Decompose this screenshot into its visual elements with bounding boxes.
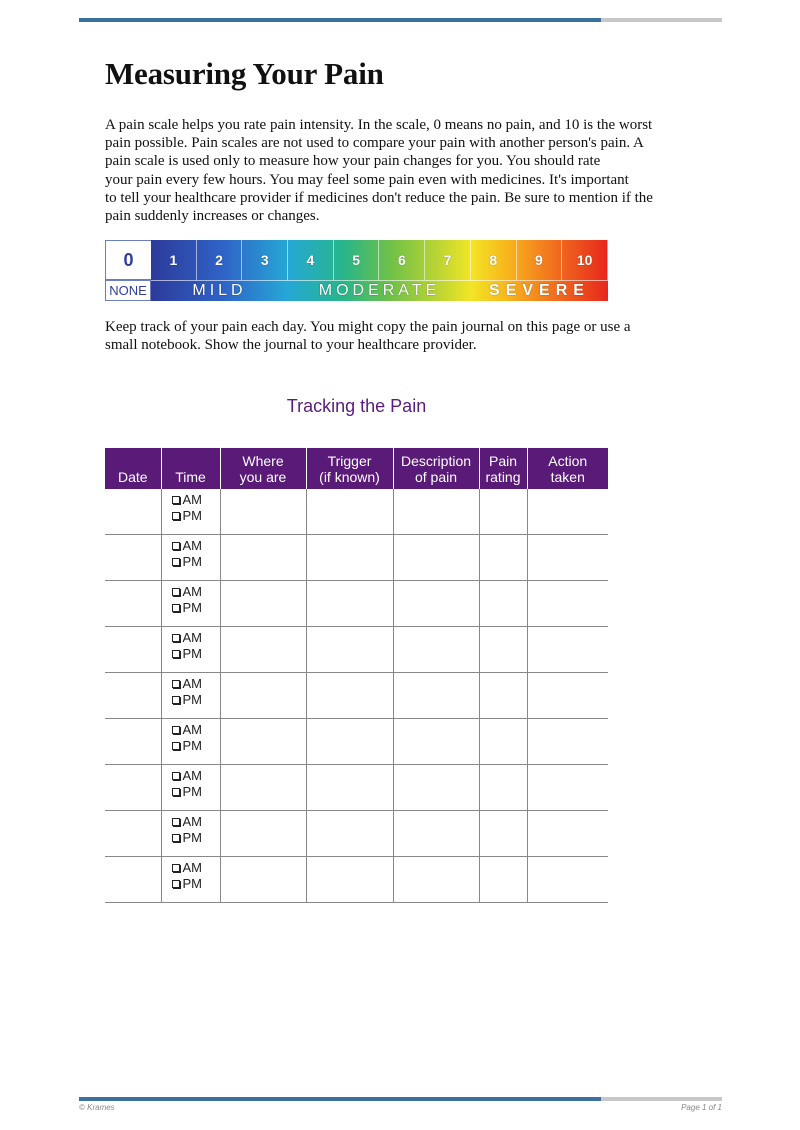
- journal-paragraph: [105, 318, 705, 354]
- entry-cell[interactable]: [479, 765, 527, 811]
- table-row: [105, 811, 608, 857]
- entry-cell[interactable]: [527, 489, 608, 535]
- column-header: Time: [161, 448, 220, 489]
- scale-number: 10: [562, 240, 608, 280]
- entry-cell[interactable]: [105, 765, 161, 811]
- pm-checkbox[interactable]: [172, 558, 180, 566]
- entry-cell[interactable]: [220, 719, 306, 765]
- time-cell[interactable]: [161, 857, 220, 903]
- time-cell[interactable]: [161, 765, 220, 811]
- am-checkbox[interactable]: [172, 726, 180, 734]
- scale-number: 2: [197, 240, 243, 280]
- am-label: AM: [182, 676, 202, 691]
- entry-cell[interactable]: [306, 811, 393, 857]
- entry-cell[interactable]: [527, 535, 608, 581]
- column-header: Trigger (if known): [306, 448, 393, 489]
- entry-cell[interactable]: [393, 489, 479, 535]
- journal-line: small notebook. Show the journal to your healthcare provider.: [105, 337, 477, 354]
- pm-label: PM: [182, 738, 202, 753]
- intro-line: A pain scale helps you rate pain intensity. In the scale, 0 means no pain, and 10 is the worst: [105, 117, 653, 133]
- am-checkbox[interactable]: [172, 496, 180, 504]
- column-header: Pain rating: [479, 448, 527, 489]
- entry-cell[interactable]: [479, 627, 527, 673]
- scale-none-label: NONE: [105, 280, 151, 301]
- entry-cell[interactable]: [479, 581, 527, 627]
- pm-checkbox[interactable]: [172, 604, 180, 612]
- table-row: [105, 857, 608, 903]
- pm-checkbox[interactable]: [172, 650, 180, 658]
- time-cell[interactable]: [161, 627, 220, 673]
- intro-line: your pain every few hours. You may feel some pain even with medicines. It's important: [105, 171, 629, 188]
- intro-line: pain suddenly increases or changes.: [105, 208, 320, 225]
- entry-cell[interactable]: [393, 535, 479, 581]
- entry-cell[interactable]: [479, 673, 527, 719]
- pm-checkbox[interactable]: [172, 788, 180, 796]
- entry-cell[interactable]: [220, 857, 306, 903]
- entry-cell[interactable]: [220, 489, 306, 535]
- time-cell[interactable]: [161, 811, 220, 857]
- entry-cell[interactable]: [220, 765, 306, 811]
- pain-scale: [105, 240, 608, 301]
- scale-number: 7: [425, 240, 471, 280]
- entry-cell[interactable]: [527, 857, 608, 903]
- am-label: AM: [182, 814, 202, 829]
- entry-cell[interactable]: [105, 581, 161, 627]
- entry-cell[interactable]: [105, 489, 161, 535]
- scale-number: 9: [517, 240, 563, 280]
- entry-cell[interactable]: [220, 535, 306, 581]
- entry-cell[interactable]: [479, 535, 527, 581]
- entry-cell[interactable]: [393, 765, 479, 811]
- entry-cell[interactable]: [220, 581, 306, 627]
- time-cell[interactable]: [161, 719, 220, 765]
- table-row: [105, 673, 608, 719]
- footer-page-number: Page 1 of 1: [681, 1103, 722, 1112]
- entry-cell[interactable]: [527, 627, 608, 673]
- am-label: AM: [182, 722, 202, 737]
- am-label: AM: [182, 768, 202, 783]
- scale-number: 3: [242, 240, 288, 280]
- column-header: Where you are: [220, 448, 306, 489]
- column-header: Date: [105, 448, 161, 489]
- pm-checkbox[interactable]: [172, 742, 180, 750]
- table-row: [105, 627, 608, 673]
- am-checkbox[interactable]: [172, 634, 180, 642]
- entry-cell[interactable]: [393, 581, 479, 627]
- entry-cell[interactable]: [220, 627, 306, 673]
- pm-label: PM: [182, 784, 202, 799]
- am-label: AM: [182, 860, 202, 875]
- table-row: [105, 765, 608, 811]
- scale-band-mild: MILD: [151, 280, 288, 301]
- pm-checkbox[interactable]: [172, 834, 180, 842]
- entry-cell[interactable]: [479, 811, 527, 857]
- pm-label: PM: [182, 692, 202, 707]
- column-header: Action taken: [527, 448, 608, 489]
- pm-label: PM: [182, 830, 202, 845]
- pm-checkbox[interactable]: [172, 880, 180, 888]
- pm-checkbox[interactable]: [172, 512, 180, 520]
- intro-line: pain possible. Pain scales are not used to compare your pain with another person's pain. A: [105, 135, 644, 152]
- entry-cell[interactable]: [105, 811, 161, 857]
- time-cell[interactable]: [161, 535, 220, 581]
- column-header: Description of pain: [393, 448, 479, 489]
- table-row: [105, 581, 608, 627]
- pm-label: PM: [182, 508, 202, 523]
- scale-band-severe: SEVERE: [471, 280, 608, 301]
- table-row: [105, 489, 608, 535]
- am-checkbox[interactable]: [172, 680, 180, 688]
- journal-line: Keep track of your pain each day. You might copy the pain journal on this page or use a: [105, 319, 631, 335]
- footer-copyright: © Krames: [79, 1103, 115, 1112]
- am-checkbox[interactable]: [172, 588, 180, 596]
- scale-band-moderate: MODERATE: [288, 280, 471, 301]
- time-cell[interactable]: [161, 673, 220, 719]
- entry-cell[interactable]: [306, 581, 393, 627]
- tracking-title: Tracking the Pain: [286, 396, 427, 416]
- intro-line: pain scale is used only to measure how your pain changes for you. You should rate: [105, 153, 601, 170]
- entry-cell[interactable]: [220, 673, 306, 719]
- pm-label: PM: [182, 876, 202, 891]
- am-checkbox[interactable]: [172, 864, 180, 872]
- am-checkbox[interactable]: [172, 772, 180, 780]
- entry-cell[interactable]: [105, 719, 161, 765]
- page-title: Measuring Your Pain: [105, 56, 384, 91]
- entry-cell[interactable]: [393, 627, 479, 673]
- time-cell[interactable]: [161, 581, 220, 627]
- entry-cell[interactable]: [306, 489, 393, 535]
- scale-number: 6: [380, 240, 426, 280]
- scale-number: 8: [471, 240, 517, 280]
- entry-cell[interactable]: [105, 535, 161, 581]
- entry-cell[interactable]: [306, 673, 393, 719]
- am-label: AM: [182, 492, 202, 507]
- entry-cell[interactable]: [527, 581, 608, 627]
- am-label: AM: [182, 630, 202, 645]
- entry-cell[interactable]: [306, 765, 393, 811]
- entry-cell[interactable]: [105, 857, 161, 903]
- am-checkbox[interactable]: [172, 818, 180, 826]
- scale-number: 1: [151, 240, 197, 280]
- entry-cell[interactable]: [527, 811, 608, 857]
- entry-cell[interactable]: [393, 857, 479, 903]
- entry-cell[interactable]: [393, 811, 479, 857]
- entry-cell[interactable]: [393, 719, 479, 765]
- entry-cell[interactable]: [479, 719, 527, 765]
- entry-cell[interactable]: [105, 627, 161, 673]
- entry-cell[interactable]: [220, 811, 306, 857]
- top-rule: [79, 18, 722, 22]
- scale-zero: 0: [105, 240, 151, 280]
- entry-cell[interactable]: [527, 673, 608, 719]
- entry-cell[interactable]: [479, 857, 527, 903]
- table-row: [105, 719, 608, 765]
- entry-cell[interactable]: [105, 673, 161, 719]
- pm-checkbox[interactable]: [172, 696, 180, 704]
- entry-cell[interactable]: [527, 719, 608, 765]
- entry-cell[interactable]: [306, 627, 393, 673]
- entry-cell[interactable]: [306, 719, 393, 765]
- am-label: AM: [182, 538, 202, 553]
- bottom-rule: [79, 1097, 722, 1101]
- intro-paragraph: [105, 116, 705, 225]
- entry-cell[interactable]: [306, 535, 393, 581]
- entry-cell[interactable]: [527, 765, 608, 811]
- am-label: AM: [182, 584, 202, 599]
- time-cell[interactable]: [161, 489, 220, 535]
- pm-label: PM: [182, 554, 202, 569]
- entry-cell[interactable]: [306, 857, 393, 903]
- table-row: [105, 535, 608, 581]
- scale-number: 4: [288, 240, 334, 280]
- pm-label: PM: [182, 646, 202, 661]
- pain-tracking-table: [105, 448, 608, 903]
- am-checkbox[interactable]: [172, 542, 180, 550]
- scale-number: 5: [334, 240, 380, 280]
- entry-cell[interactable]: [479, 489, 527, 535]
- intro-line: to tell your healthcare provider if medicines don't reduce the pain. Be sure to mention if the: [105, 189, 653, 206]
- pm-label: PM: [182, 600, 202, 615]
- entry-cell[interactable]: [393, 673, 479, 719]
